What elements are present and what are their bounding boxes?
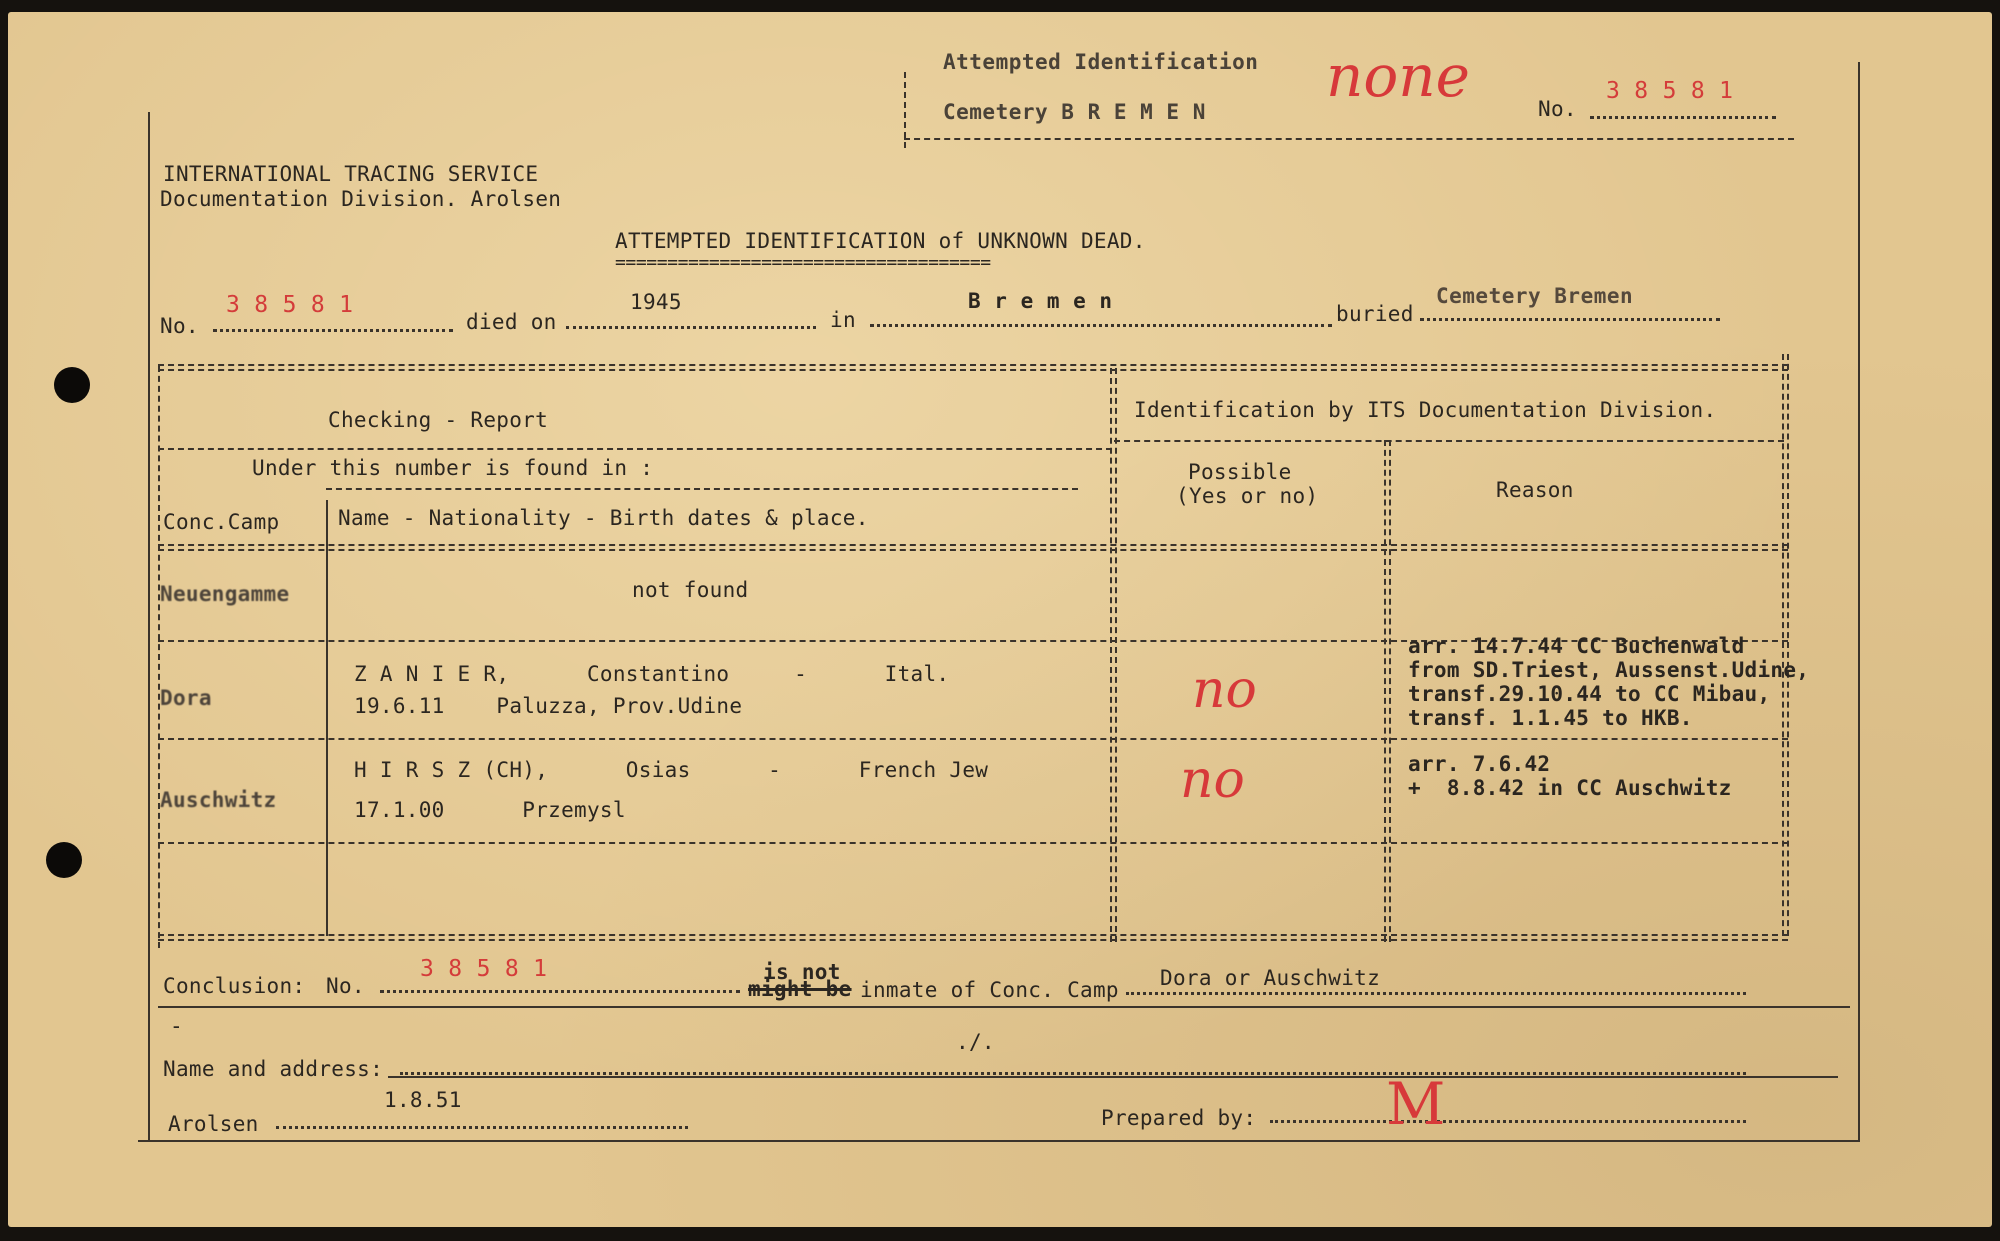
conclusion-is-not: is not bbox=[763, 960, 841, 984]
stamp-line-2: Cemetery B R E M E N bbox=[943, 100, 1206, 124]
row-2-reason-line-2: from SD.Triest, Aussenst.Udine, bbox=[1408, 658, 1810, 682]
prepared-by-label: Prepared by: bbox=[1101, 1106, 1257, 1130]
prepared-by-initial: M bbox=[1386, 1070, 1446, 1138]
buried-label: buried bbox=[1336, 302, 1414, 326]
row-3-name-line-1: H I R S Z (CH), Osias - French Jew bbox=[354, 758, 989, 782]
conclusion-rule bbox=[158, 1006, 1850, 1008]
row-3-reason-line-2: + 8.8.42 in CC Auschwitz bbox=[1408, 776, 1732, 800]
stamp-left-border bbox=[904, 72, 906, 148]
row-3-possible: no bbox=[1180, 750, 1245, 810]
ident-division-header: Identification by ITS Documentation Division. bbox=[1134, 398, 1717, 422]
name-column-header: Name - Nationality - Birth dates & place. bbox=[338, 506, 869, 530]
found-in-header: Under this number is found in : bbox=[252, 456, 654, 480]
tracing-card bbox=[8, 12, 1992, 1227]
conclusion-camp-dots bbox=[1126, 992, 1746, 995]
buried-value: Cemetery Bremen bbox=[1436, 284, 1634, 308]
punch-hole-bottom bbox=[46, 842, 82, 878]
date-value: 1.8.51 bbox=[384, 1088, 462, 1112]
punch-hole-top bbox=[54, 367, 90, 403]
stamp-no-dots bbox=[1590, 116, 1776, 119]
row-3-bottom bbox=[158, 842, 1788, 844]
row-2-reason-line-1: arr. 14.7.44 CC Buchenwald bbox=[1408, 634, 1745, 658]
table-divider-reason bbox=[1384, 440, 1391, 942]
stamp-no-value: 3 8 5 8 1 bbox=[1606, 78, 1734, 104]
in-label: in bbox=[830, 308, 856, 332]
conclusion-inmate-text: inmate of Conc. Camp bbox=[860, 978, 1119, 1002]
title-underline: ==================================== bbox=[615, 252, 991, 273]
record-no-dots bbox=[213, 329, 453, 332]
conclusion-camp-value: Dora or Auschwitz bbox=[1160, 966, 1381, 990]
checking-header-rule bbox=[158, 448, 1112, 450]
reason-column-header: Reason bbox=[1496, 478, 1574, 502]
died-dots bbox=[566, 326, 816, 329]
row-2-reason-line-4: transf. 1.1.45 to HKB. bbox=[1408, 706, 1693, 730]
row-3-name-line-2: 17.1.00 Przemysl bbox=[354, 798, 626, 822]
conclusion-slash: ./. bbox=[956, 1030, 995, 1054]
record-no-value: 3 8 5 8 1 bbox=[226, 292, 354, 318]
row-2-reason-line-3: transf.29.10.44 to CC Mibau, bbox=[1408, 682, 1771, 706]
prepared-by-dots bbox=[1270, 1120, 1746, 1123]
conclusion-no-label: No. bbox=[326, 974, 365, 998]
name-address-dots bbox=[400, 1072, 1746, 1075]
in-value: B r e m e n bbox=[968, 289, 1113, 313]
checking-report-header: Checking - Report bbox=[328, 408, 549, 432]
possible-header-line-1: Possible bbox=[1188, 460, 1292, 484]
row-3-reason-line-1: arr. 7.6.42 bbox=[1408, 752, 1551, 776]
right-frame-line bbox=[1858, 62, 1860, 1142]
org-line-2: Documentation Division. Arolsen bbox=[160, 187, 562, 211]
record-no-label: No. bbox=[160, 314, 199, 338]
in-dots bbox=[870, 324, 1332, 327]
camp-column-header: Conc.Camp bbox=[163, 510, 280, 534]
document-title: ATTEMPTED IDENTIFICATION of UNKNOWN DEAD. bbox=[615, 229, 1146, 253]
table-top-border bbox=[158, 364, 1788, 371]
row-3-camp: Auschwitz bbox=[160, 788, 277, 812]
ident-header-rule bbox=[1114, 440, 1784, 442]
buried-dots bbox=[1420, 318, 1720, 321]
row-2-camp: Dora bbox=[160, 686, 212, 710]
row-1-camp: Neuengamme bbox=[160, 582, 290, 606]
conclusion-no-dots bbox=[380, 990, 740, 993]
org-line-1: INTERNATIONAL TRACING SERVICE bbox=[163, 162, 539, 186]
name-address-rule bbox=[388, 1076, 1838, 1078]
row-2-name-line-2: 19.6.11 Paluzza, Prov.Udine bbox=[354, 694, 743, 718]
conclusion-no-value: 3 8 5 8 1 bbox=[420, 956, 548, 982]
possible-header-line-2: (Yes or no) bbox=[1176, 484, 1319, 508]
place-dots bbox=[276, 1126, 688, 1129]
left-frame-line bbox=[148, 112, 150, 1142]
table-left-border bbox=[158, 366, 160, 948]
conclusion-dash: - bbox=[170, 1014, 183, 1038]
stamp-no-label: No. bbox=[1538, 97, 1577, 121]
died-value: 1945 bbox=[630, 290, 682, 314]
row-1-name: not found bbox=[632, 578, 749, 602]
bottom-frame-line bbox=[138, 1140, 1858, 1142]
row-2-possible: no bbox=[1192, 660, 1257, 720]
stamp-handwritten-note: none bbox=[1326, 42, 1470, 110]
name-address-label: Name and address: bbox=[163, 1057, 384, 1081]
place-label: Arolsen bbox=[168, 1112, 259, 1136]
row-2-bottom bbox=[158, 738, 1788, 740]
column-header-bottom bbox=[158, 544, 1788, 551]
row-2-name-line-1: Z A N I E R, Constantino - Ital. bbox=[354, 662, 950, 686]
camp-column-divider bbox=[326, 500, 328, 936]
conclusion-struck-text: might be bbox=[748, 977, 852, 1001]
stamp-bottom-border bbox=[904, 138, 1794, 140]
died-label: died on bbox=[466, 310, 557, 334]
table-divider-main bbox=[1110, 368, 1117, 942]
table-bottom-border bbox=[158, 934, 1788, 941]
conclusion-label: Conclusion: bbox=[163, 974, 306, 998]
stamp-line-1: Attempted Identification bbox=[943, 50, 1259, 74]
found-in-rule bbox=[326, 488, 1078, 490]
